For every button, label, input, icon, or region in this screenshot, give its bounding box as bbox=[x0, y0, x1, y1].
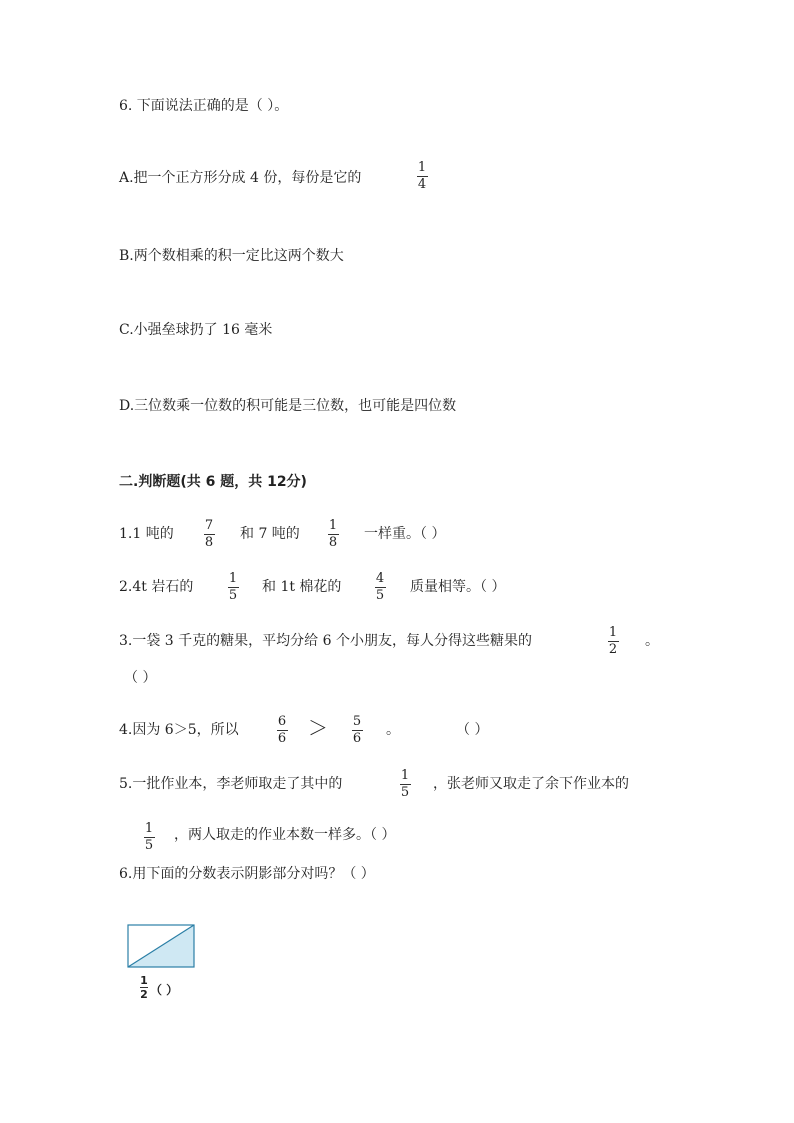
q6-option-a-fraction bbox=[414, 161, 430, 192]
judge-item-1-fraction-1 bbox=[201, 519, 217, 550]
judge-item-4-part1: 4.因为 6＞5，所以 bbox=[119, 722, 239, 738]
denominator: 5 bbox=[144, 838, 154, 853]
numerator: 7 bbox=[204, 518, 214, 533]
q6-option-b: B.两个数相乘的积一定比这两个数大 bbox=[119, 248, 344, 264]
numerator: 6 bbox=[277, 714, 287, 729]
judge-item-5-part3: ，两人取走的作业本数一样多。（ ） bbox=[174, 827, 396, 843]
judge-item-4-part3: （ ） bbox=[456, 722, 489, 738]
judge-item-4-greater-than: ＞ bbox=[308, 716, 328, 740]
judge-item-3-fraction bbox=[605, 626, 621, 657]
denominator: 6 bbox=[352, 731, 362, 746]
judge-item-3-part3: （ ） bbox=[124, 670, 157, 686]
denominator: 8 bbox=[328, 535, 338, 550]
denominator: 5 bbox=[228, 588, 238, 603]
section-title: 二.判断题(共 6 题，共 12分) bbox=[119, 474, 307, 490]
judge-item-5-part2: ，张老师又取走了余下作业本的 bbox=[433, 776, 629, 792]
numerator: 1 bbox=[400, 768, 410, 783]
judge-item-1-part2: 和 7 吨的 bbox=[240, 526, 300, 542]
denominator: 6 bbox=[277, 731, 287, 746]
q6-option-d: D.三位数乘一位数的积可能是三位数，也可能是四位数 bbox=[119, 398, 457, 414]
judge-item-3-part2: 。 bbox=[645, 633, 659, 649]
denominator: 5 bbox=[400, 785, 410, 800]
numerator: 4 bbox=[375, 571, 385, 586]
judge-item-2-fraction-1 bbox=[225, 572, 241, 603]
judge-item-4-fraction-1 bbox=[274, 715, 290, 746]
judge-item-5-fraction-1 bbox=[397, 769, 413, 800]
judge-item-5-part1: 5.一批作业本，李老师取走了其中的 bbox=[119, 776, 343, 792]
judge-item-4-part2: 。 bbox=[386, 722, 400, 738]
denominator: 4 bbox=[417, 177, 427, 192]
denominator: 5 bbox=[375, 588, 385, 603]
denominator: 2 bbox=[608, 642, 618, 657]
judge-item-2-part1: 2.4t 岩石的 bbox=[119, 579, 194, 595]
numerator: 1 bbox=[144, 821, 154, 836]
judge-item-1-part1: 1.1 吨的 bbox=[119, 526, 174, 542]
denominator: 8 bbox=[204, 535, 214, 550]
judge-item-6-part1: 6.用下面的分数表示阴影部分对吗？（ ） bbox=[119, 866, 375, 882]
numerator: 1 bbox=[228, 571, 238, 586]
figure-answer-paren: （ ） bbox=[150, 983, 179, 997]
q6-option-a: A.把一个正方形分成 4 份，每份是它的 bbox=[119, 170, 362, 186]
numerator: 1 bbox=[328, 518, 338, 533]
judge-item-4-fraction-2 bbox=[349, 715, 365, 746]
judge-item-3-part1: 3.一袋 3 千克的糖果，平均分给 6 个小朋友，每人分得这些糖果的 bbox=[119, 633, 532, 649]
judge-item-2-fraction-2 bbox=[372, 572, 388, 603]
judge-item-1-part3: 一样重。（ ） bbox=[364, 526, 446, 542]
denominator: 2 bbox=[140, 988, 148, 1001]
q6-stem: 6. 下面说法正确的是（ ）。 bbox=[119, 98, 289, 114]
judge-item-2-part2: 和 1t 棉花的 bbox=[262, 579, 342, 595]
numerator: 1 bbox=[417, 160, 427, 175]
judge-item-5-fraction-2 bbox=[141, 822, 157, 853]
numerator: 1 bbox=[608, 625, 618, 640]
figure-fraction bbox=[139, 975, 149, 1000]
numerator: 5 bbox=[352, 714, 362, 729]
shaded-rectangle-figure bbox=[127, 924, 195, 968]
judge-item-1-fraction-2 bbox=[325, 519, 341, 550]
numerator: 1 bbox=[140, 974, 148, 987]
judge-item-2-part3: 质量相等。（ ） bbox=[410, 579, 506, 595]
q6-option-c: C.小强垒球扔了 16 毫米 bbox=[119, 322, 273, 338]
